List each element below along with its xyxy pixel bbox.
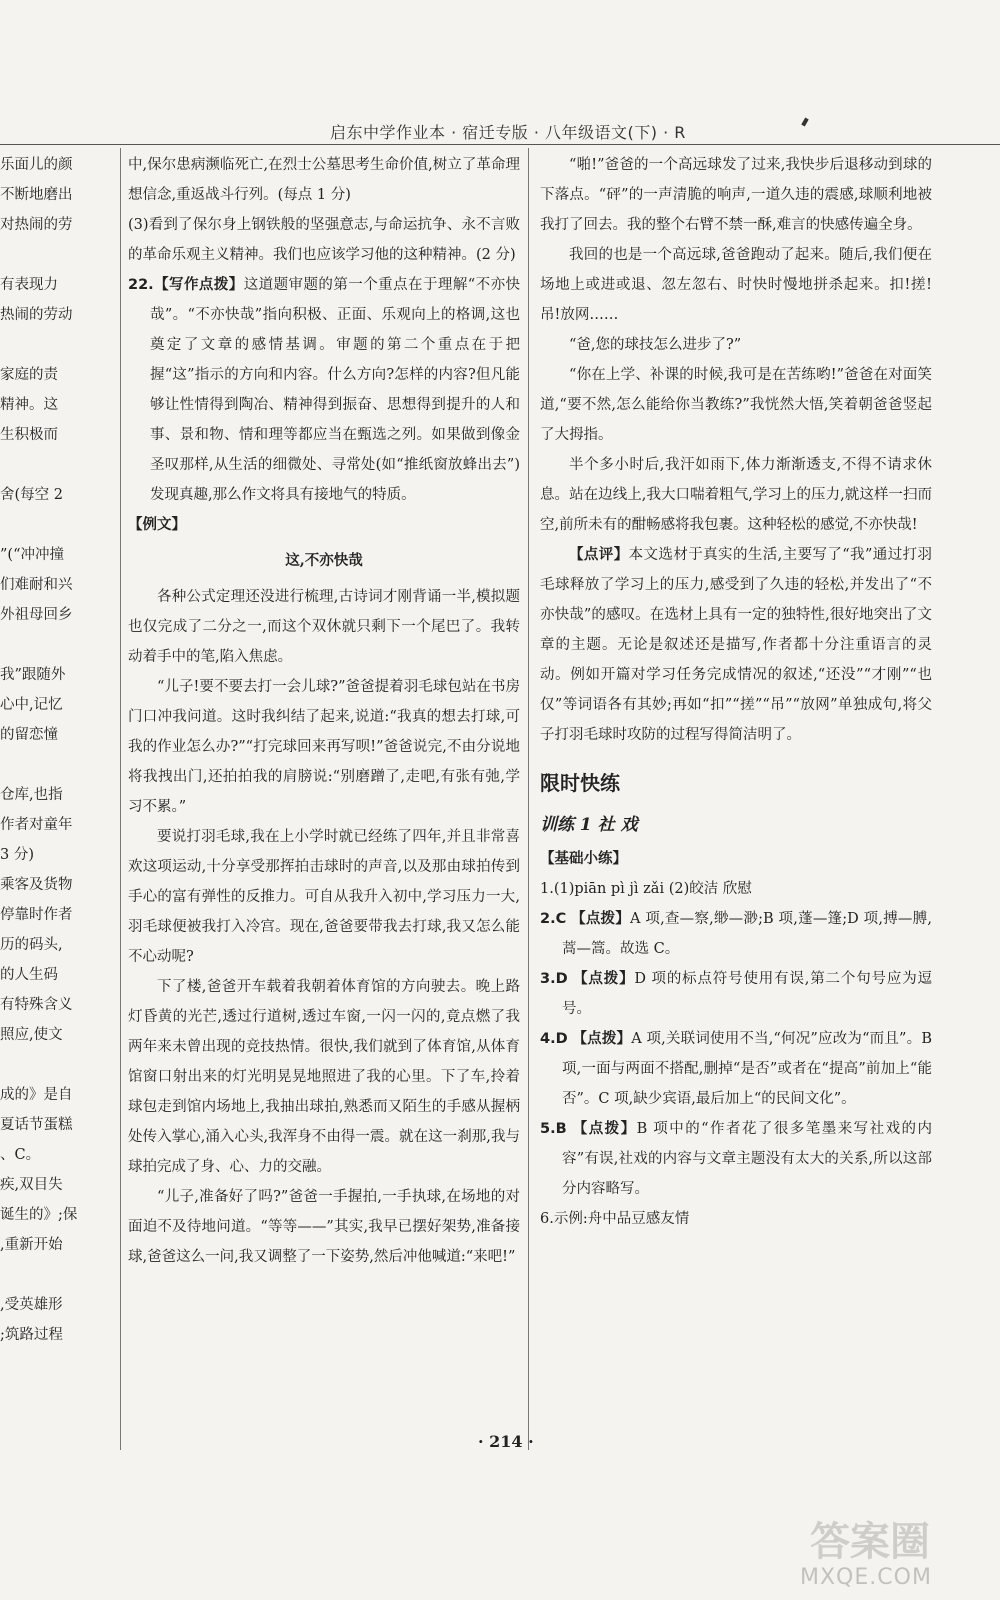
comment-text: 本文选材于真实的生活,主要写了“我”通过打羽毛球释放了学习上的压力,感受到了久违的轻松,并发出了“不亦快哉”的感叹。在选材上具有一定的独特性,很好地突出了文章的主题。无论是叙述还是描写,作者都十分注重语言的灵动。例如开篇对学习任务完成情况的叙述,“还没”“才刚”“也仅”等词语各有其妙;再如“扣”“搓”“吊”“放网”单独成句,将父子打羽毛球时攻防的过程写得简洁明了。 — [540, 547, 933, 743]
hint-tag: 【点拨】 — [571, 910, 631, 927]
left-fragment — [0, 1260, 112, 1290]
example-tag: 【例文】 — [128, 516, 186, 533]
watermark-logo — [800, 1510, 990, 1590]
basic-practice-heading: 【基础小练】 — [540, 850, 627, 867]
essay-paragraph: “你在上学、补课的时候,我可是在苦练哟!”爸爸在对面笑道,“要不然,怎么能给你当教练?”我恍然大悟,笑着朝爸爸竖起了大拇指。 — [540, 367, 932, 443]
question-number: 22. — [128, 277, 154, 293]
left-fragment: 不断地磨出 — [0, 187, 73, 203]
left-fragment: 心中,记忆 — [0, 697, 63, 713]
right-column — [540, 150, 932, 1234]
answer-text: D 项的标点符号使用有误,第二个句号应为逗号。 — [562, 971, 933, 1017]
left-fragment: 有特殊含义 — [0, 997, 73, 1013]
left-fragment: 诞生的》;保 — [0, 1207, 78, 1223]
answer-4 — [540, 1024, 932, 1114]
essay-paragraph: “儿子,准备好了吗?”爸爸一手握拍,一手执球,在场地的对面迫不及待地问道。“等等——”其实,我早已摆好架势,准备接球,爸爸这么一问,我又调整了一下姿势,然后冲他喊道:“来吧!” — [128, 1189, 520, 1265]
left-fragment: 乐面儿的颜 — [0, 157, 73, 173]
left-fragment: 作者对童年 — [0, 817, 73, 833]
left-fragment — [0, 1050, 112, 1080]
left-fragment: 历的码头, — [0, 937, 63, 953]
left-fragment: ,重新开始 — [0, 1237, 63, 1253]
left-fragment: ;筑路过程 — [0, 1327, 63, 1343]
answer-3 — [540, 964, 932, 1024]
question-22 — [128, 270, 520, 510]
answer-number: 4.D — [540, 1031, 568, 1047]
comment-paragraph — [540, 540, 932, 750]
essay-paragraph: 要说打羽毛球,我在上小学时就已经练了四年,并且非常喜欢这项运动,十分享受那挥拍击球时的声音,以及那由球拍传到手心的富有弹性的反推力。可自从我升入初中,学习压力一大,羽毛球便被我打入冷宫。现在,爸爸要带我去打球,我又怎么能不心动呢? — [128, 829, 520, 965]
page-number: · 214 · — [478, 1432, 534, 1451]
left-fragment: 们难耐和兴 — [0, 577, 73, 593]
comment-tag: 【点评】 — [569, 546, 629, 563]
answer-6: 6.示例:舟中品豆感友情 — [540, 1211, 690, 1227]
answer-number: 5.B — [540, 1121, 567, 1137]
answer-text: A 项,查—察,缈—渺;B 项,蓬—篷;D 项,搏—膊,蒿—篙。故选 C。 — [562, 911, 933, 957]
answer-paragraph: 中,保尔患病濒临死亡,在烈士公墓思考生命价值,树立了革命理想信念,重返战斗行列。(每点 1 分) — [128, 157, 520, 203]
answer-1: 1.(1)piān pì jì zǎi (2)皎洁 欣慰 — [540, 881, 752, 897]
answer-number: 3.D — [540, 971, 568, 987]
left-fragment: 我”跟随外 — [0, 667, 66, 683]
left-fragment: 仓库,也指 — [0, 787, 63, 803]
essay-paragraph: 各种公式定理还没进行梳理,古诗词才刚背诵一半,模拟题也仅完成了二分之一,而这个双休就只剩下一个尾巴了。我转动着手中的笔,陷入焦虑。 — [128, 589, 520, 665]
left-fragment: 热闹的劳动 — [0, 307, 73, 323]
watermark-text: 答案圈 — [810, 1519, 930, 1565]
left-fragment: 的留恋憧 — [0, 727, 58, 743]
answer-paragraph: (3)看到了保尔身上钢铁般的坚强意志,与命运抗争、永不言败的革命乐观主义精神。我们也应该学习他的这种精神。(2 分) — [128, 217, 520, 263]
essay-paragraph: “啪!”爸爸的一个高远球发了过来,我快步后退移动到球的下落点。“砰”的一声清脆的响声,一道久违的震感,球顺利地被我打了回去。我的整个右臂不禁一酥,难言的快感传遍全身。 — [540, 157, 932, 233]
left-fragment: 有表现力 — [0, 277, 58, 293]
running-header: 启东中学作业本 · 宿迁专版 · 八年级语文(下) · R — [330, 123, 686, 142]
training-title: 训练 1 社 戏 — [540, 815, 638, 835]
left-fragment: 疾,双目失 — [0, 1177, 63, 1193]
left-fragment — [0, 630, 112, 660]
essay-paragraph: 我回的也是一个高远球,爸爸跑动了起来。随后,我们便在场地上或进或退、忽左忽右、时快时慢地拼杀起来。扣!搓!吊!放网…… — [540, 247, 932, 323]
writing-tip-text: 这道题审题的第一个重点在于理解“不亦快哉”。“不亦快哉”指向积极、正面、乐观向上的格调,这也奠定了文章的感情基调。审题的第二个重点在于把握“这”指示的方向和内容。什么方向?怎样的内容?但凡能够让性情得到陶冶、精神得到振奋、思想得到提升的人和事、景和物、情和理等都应当在甄选之列。如果做到像金圣叹那样,从生活的细微处、寻常处(如“推纸窗放蜂出去”)发现真趣,那么作文将具有接地气的特质。 — [150, 277, 521, 503]
scan-mark — [801, 118, 808, 127]
left-fragment: ”(“冲冲撞 — [0, 547, 64, 563]
essay-paragraph: 下了楼,爸爸开车载着我朝着体育馆的方向驶去。晚上路灯昏黄的光芒,透过行道树,透过车窗,一闪一闪的,竟点燃了我两年来未曾出现的竞技热情。很快,我们就到了体育馆,从体育馆窗口射出来的灯光明晃晃地照进了我的心里。下了车,拎着球包走到馆内场地上,我抽出球拍,熟悉而又陌生的手感从握柄处传入掌心,涌入心头,我浑身不由得一震。就在这一刹那,我与球拍完成了身、心、力的交融。 — [128, 979, 520, 1175]
section-title: 限时快练 — [540, 771, 620, 795]
left-fragment: 3 分) — [0, 847, 34, 863]
left-fragment — [0, 240, 112, 270]
left-fragment: 、C。 — [0, 1147, 41, 1163]
left-fragment: 成的》是自 — [0, 1087, 73, 1103]
left-fragment: 停靠时作者 — [0, 907, 73, 923]
left-fragment: 乘客及货物 — [0, 877, 73, 893]
left-fragment — [0, 450, 112, 480]
left-fragment: 生积极而 — [0, 427, 58, 443]
left-fragment: 精神。这 — [0, 397, 58, 413]
column-divider-left — [120, 148, 121, 1450]
hint-tag: 【点拨】 — [572, 1030, 632, 1047]
essay-title: 这,不亦快哉 — [285, 552, 363, 569]
left-fragment: 夏话节蛋糕 — [0, 1117, 73, 1133]
writing-tip-tag: 【写作点拨】 — [153, 276, 244, 293]
left-fragment: 家庭的责 — [0, 367, 58, 383]
left-fragment: 舍(每空 2 — [0, 487, 63, 503]
answer-text: A 项,关联词使用不当,“何况”应改为“而且”。B 项,一面与两面不搭配,删掉“是否”或者在“提高”前加上“能否”。C 项,缺少宾语,最后加上“的民间文化”。 — [562, 1031, 933, 1107]
left-fragment: 对热闹的劳 — [0, 217, 73, 233]
left-fragment — [0, 510, 112, 540]
left-fragment — [0, 330, 112, 360]
left-cropped-column — [0, 150, 112, 1350]
hint-tag: 【点拨】 — [573, 970, 635, 987]
left-fragment: ,受英雄形 — [0, 1297, 63, 1313]
left-fragment: 外祖母回乡 — [0, 607, 73, 623]
answer-2 — [540, 904, 932, 964]
essay-paragraph: “儿子!要不要去打一会儿球?”爸爸提着羽毛球包站在书房门口冲我问道。这时我纠结了起来,说道:“我真的想去打球,可我的作业怎么办?”“打完球回来再写呗!”爸爸说完,不由分说地将我拽出门,还拍拍我的肩膀说:“别磨蹭了,走吧,有张有弛,学习不累。” — [128, 679, 520, 815]
answer-text: B 项中的“作者花了很多笔墨来写社戏的内容”有误,社戏的内容与文章主题没有太大的关系,所以这部分内容略写。 — [562, 1121, 933, 1197]
answer-number: 2.C — [540, 911, 567, 927]
essay-paragraph: “爸,您的球技怎么进步了?” — [569, 337, 742, 353]
left-fragment: 照应,使文 — [0, 1027, 63, 1043]
watermark-url: MXQE.COM — [800, 1565, 932, 1590]
header-rule — [0, 144, 1000, 145]
middle-column — [128, 150, 520, 1272]
column-divider-right — [528, 148, 529, 1450]
left-fragment — [0, 750, 112, 780]
essay-paragraph: 半个多小时后,我汗如雨下,体力渐渐透支,不得不请求休息。站在边线上,我大口喘着粗气,学习上的压力,就这样一扫而空,前所未有的酣畅感将我包裹。这种轻松的感觉,不亦快哉! — [540, 457, 932, 533]
answer-5 — [540, 1114, 932, 1204]
hint-tag: 【点拨】 — [572, 1120, 637, 1137]
left-fragment: 的人生码 — [0, 967, 58, 983]
